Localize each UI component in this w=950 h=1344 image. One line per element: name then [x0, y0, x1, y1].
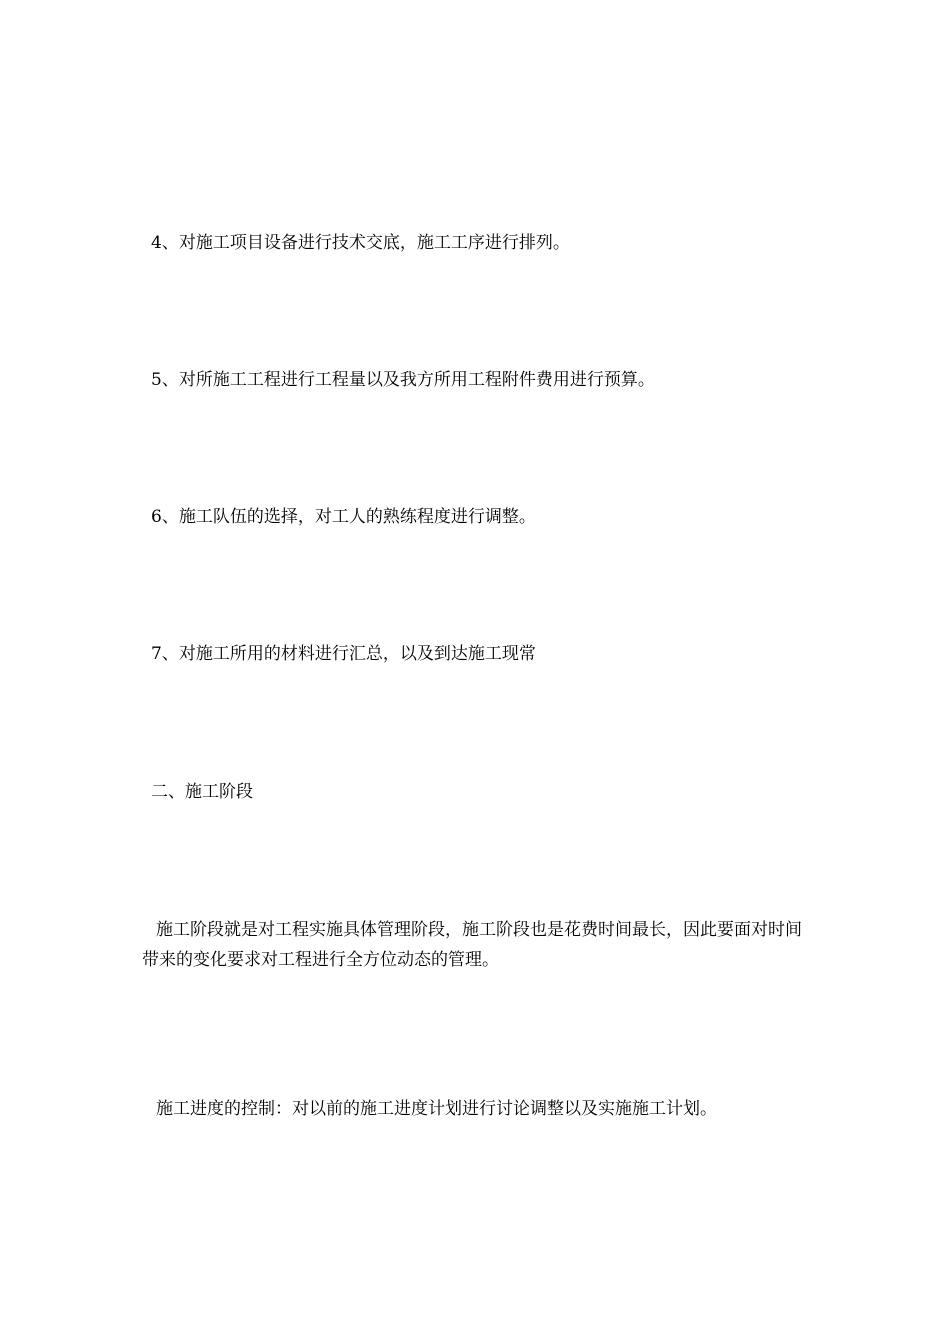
section-heading: 二、施工阶段 [151, 782, 253, 802]
list-item-6: 6、施工队伍的选择，对工人的熟练程度进行调整。 [151, 507, 536, 527]
list-item-4: 4、对施工项目设备进行技术交底，施工工序进行排列。 [151, 233, 570, 253]
list-item-7: 7、对施工所用的材料进行汇总，以及到达施工现常 [151, 644, 536, 664]
body-paragraph-construction-phase: 施工阶段就是对工程实施具体管理阶段，施工阶段也是花费时间最长，因此要面对时间带来的变化要求对工程进行全方位动态的管理。 [142, 920, 802, 970]
body-paragraph-progress-control: 施工进度的控制：对以前的施工进度计划进行讨论调整以及实施施工计划。 [156, 1099, 717, 1119]
list-item-5: 5、对所施工工程进行工程量以及我方所用工程附件费用进行预算。 [151, 370, 655, 390]
